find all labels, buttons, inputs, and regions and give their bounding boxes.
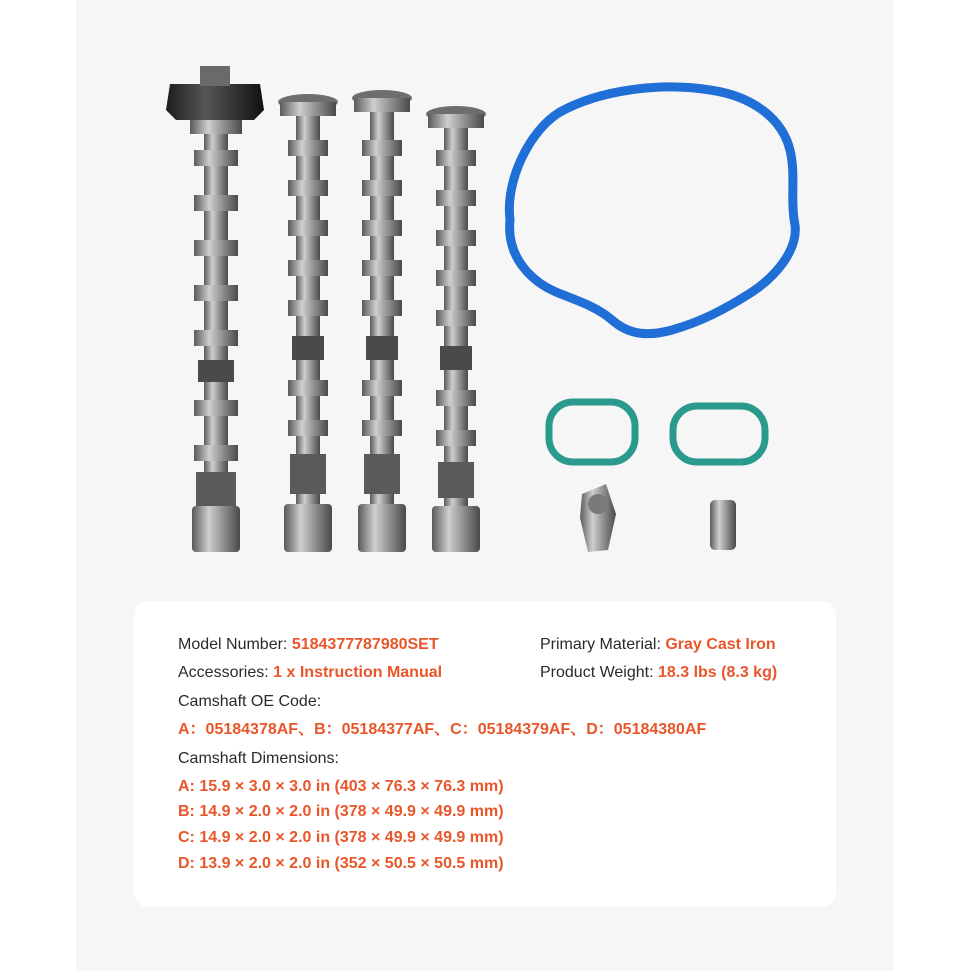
lifter xyxy=(710,500,736,550)
valve-cover-gasket xyxy=(509,87,795,334)
model-number-row xyxy=(178,635,439,655)
camshaft-d xyxy=(426,106,486,552)
rocker-arm xyxy=(580,484,616,552)
accessories-label: Accessories: xyxy=(178,664,269,681)
product-weight-label: Product Weight: xyxy=(540,664,654,681)
dimension-d: D: 13.9 × 2.0 × 2.0 in (352 × 50.5 × 50.5 mm) xyxy=(178,855,504,872)
oe-codes: A：05184378AF、B：05184377AF、C：05184379AF、D：05184380AF xyxy=(178,721,707,738)
accessories-value: 1 x Instruction Manual xyxy=(273,664,443,681)
dimension-a: A: 15.9 × 3.0 × 3.0 in (403 × 76.3 × 76.3 mm) xyxy=(178,778,504,795)
camshaft-a xyxy=(166,66,264,552)
product-weight-row xyxy=(540,663,777,683)
model-number-value: 5184377787980SET xyxy=(291,636,439,653)
dimensions-heading: Camshaft Dimensions: xyxy=(178,750,339,767)
accessories-row xyxy=(178,663,442,683)
primary-material-row xyxy=(540,635,776,655)
camshaft-b xyxy=(278,94,338,552)
oe-code-heading: Camshaft OE Code: xyxy=(178,693,322,710)
model-number-label: Model Number: xyxy=(178,636,288,653)
dimension-b: B: 14.9 × 2.0 × 2.0 in (378 × 49.9 × 49.9 mm) xyxy=(178,803,504,820)
intake-gasket xyxy=(673,406,765,462)
dimension-c: C: 14.9 × 2.0 × 2.0 in (378 × 49.9 × 49.9 mm) xyxy=(178,829,504,846)
intake-gasket xyxy=(549,402,635,462)
camshaft-c xyxy=(352,90,412,552)
product-weight-value: 18.3 lbs (8.3 kg) xyxy=(658,664,778,681)
primary-material-value: Gray Cast Iron xyxy=(665,636,776,653)
primary-material-label: Primary Material: xyxy=(540,636,661,653)
